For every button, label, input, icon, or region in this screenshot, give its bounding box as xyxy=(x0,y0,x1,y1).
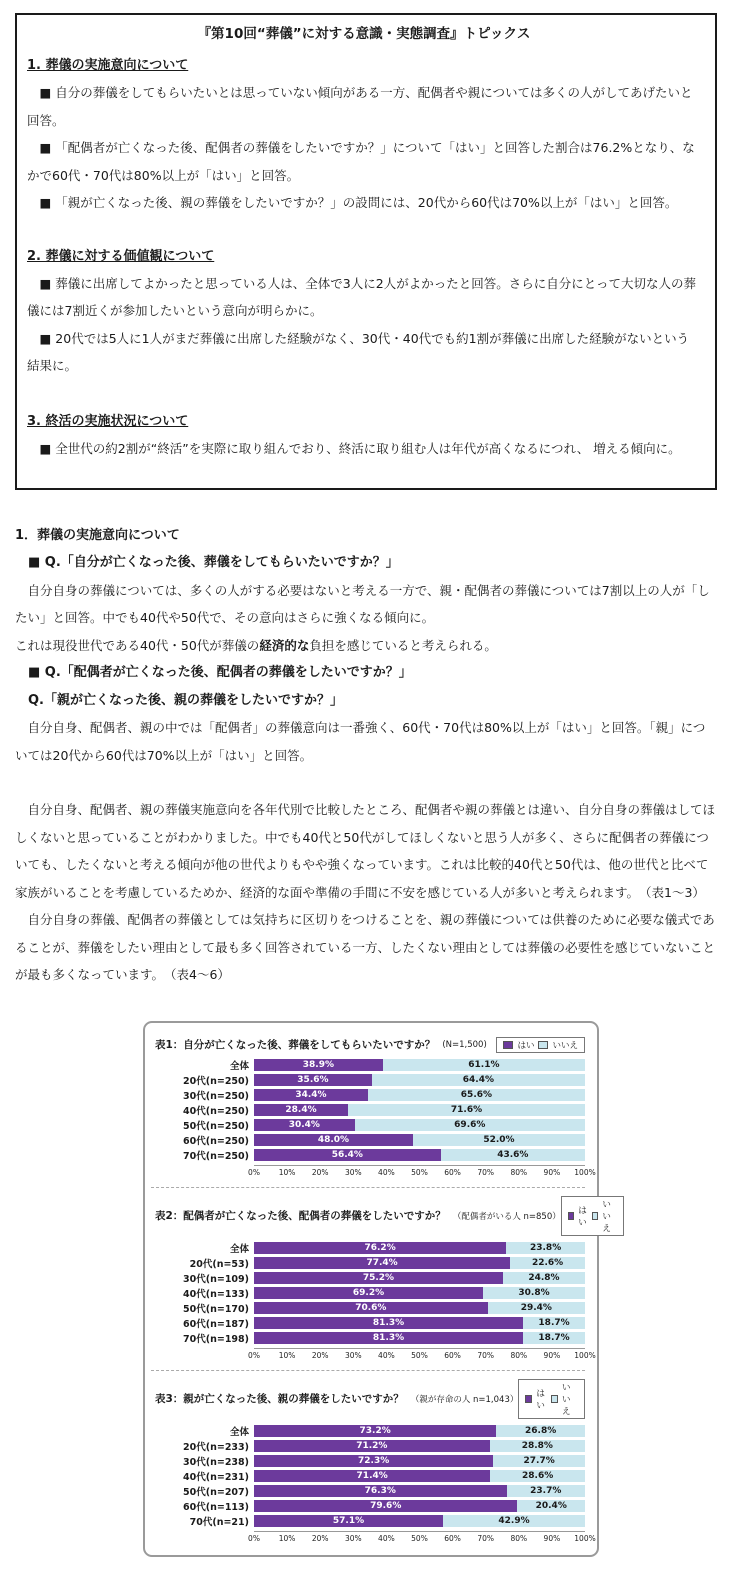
bar-segment-yes xyxy=(254,1302,488,1314)
legend-label: いいえ xyxy=(602,1199,611,1234)
bar-row xyxy=(151,1133,585,1148)
bar-track xyxy=(254,1104,585,1116)
value-label: 70.6% xyxy=(355,1303,387,1313)
bar-segment-no xyxy=(355,1119,585,1131)
chart-header xyxy=(155,1379,585,1419)
axis-tick-label: 30% xyxy=(344,1533,362,1543)
legend-swatch-no xyxy=(551,1395,558,1403)
value-label: 29.4% xyxy=(520,1303,552,1313)
category-label: 50代(n=207) xyxy=(183,1487,249,1498)
legend-label: いいえ xyxy=(562,1382,571,1417)
bar-segment-yes xyxy=(254,1470,490,1482)
chart-header xyxy=(155,1037,585,1053)
bar-segment-yes xyxy=(254,1332,523,1344)
category-label: 全体 xyxy=(229,1244,249,1255)
bar-track xyxy=(254,1149,585,1161)
bar-segment-no xyxy=(368,1089,585,1101)
legend-label: いいえ xyxy=(552,1040,578,1051)
bar-segment-yes xyxy=(254,1287,483,1299)
bar-track xyxy=(254,1242,585,1254)
value-label: 79.6% xyxy=(370,1501,402,1511)
bar-row xyxy=(151,1148,585,1163)
value-label: 56.4% xyxy=(331,1150,363,1160)
axis-tick-label: 90% xyxy=(543,1167,561,1177)
category-label: 50代(n=250) xyxy=(183,1121,249,1132)
bar-segment-yes xyxy=(254,1119,355,1131)
chart-sample-note: (N=1,500) xyxy=(442,1039,487,1050)
value-label: 69.2% xyxy=(352,1288,385,1298)
bar-row xyxy=(151,1514,585,1529)
bar-track xyxy=(254,1317,585,1329)
bar-track xyxy=(254,1257,585,1269)
bar-row xyxy=(151,1499,585,1514)
axis-spacer xyxy=(151,1165,254,1179)
legend-swatch-yes xyxy=(503,1041,513,1049)
category-label: 40代(n=250) xyxy=(183,1106,249,1117)
axis-tick-label: 0% xyxy=(248,1350,260,1360)
bar-segment-no xyxy=(348,1104,585,1116)
bar-segment-no xyxy=(506,1242,585,1254)
axis-tick-label: 60% xyxy=(444,1533,461,1543)
bar-segment-yes xyxy=(254,1272,503,1284)
bar-segment-yes xyxy=(254,1455,493,1467)
axis-tick-label: 10% xyxy=(278,1533,296,1543)
bar-segment-yes xyxy=(254,1104,348,1116)
legend-swatch-no xyxy=(592,1212,599,1220)
bar-track xyxy=(254,1455,585,1467)
paragraph-1b-bold: 経済的な xyxy=(259,637,310,653)
value-label: 52.0% xyxy=(483,1135,515,1145)
topics-box xyxy=(15,13,717,490)
value-label: 28.4% xyxy=(285,1105,317,1115)
category-label: 70代(n=21) xyxy=(189,1517,249,1528)
chart-legend xyxy=(518,1379,585,1419)
bar-segment-yes xyxy=(254,1440,490,1452)
axis-tick-label: 0% xyxy=(248,1533,260,1543)
axis-tick-label: 30% xyxy=(344,1350,362,1360)
chart-legend xyxy=(561,1196,624,1236)
topics-bullet: ■ 「配偶者が亡くなった後、配偶者の葬儀をしたいですか？」について「はい」と回答した割合は76.2%となり、なかで60代・70代は80%以上が「はい」と回答。 xyxy=(27,140,695,183)
value-label: 71.6% xyxy=(450,1105,483,1115)
value-label: 75.2% xyxy=(362,1273,395,1283)
bar-row xyxy=(151,1469,585,1484)
body-section xyxy=(15,522,717,989)
bar-segment-yes xyxy=(254,1242,506,1254)
value-label: 57.1% xyxy=(332,1516,365,1526)
category-label: 60代(n=187) xyxy=(183,1319,249,1330)
bar-row xyxy=(151,1058,585,1073)
axis-tick-label: 40% xyxy=(378,1167,395,1177)
topics-bullet: ■ 「親が亡くなった後、親の葬儀をしたいですか？」の設問には、20代から60代は70%以上が「はい」と回答。 xyxy=(27,195,678,210)
axis-tick-label: 80% xyxy=(510,1167,528,1177)
bar-segment-no xyxy=(490,1470,585,1482)
question-line-3: Q.「親が亡くなった後、親の葬儀をしたいですか？」 xyxy=(15,692,343,708)
axis-tick-label: 80% xyxy=(510,1533,528,1543)
topics-bullet: ■ 葬儀に出席してよかったと思っている人は、全体で3人に2人がよかったと回答。さらに自分にとって大切な人の葬儀には7割近くが参加したいという意向が明らかに。 xyxy=(27,275,696,318)
value-label: 30.8% xyxy=(518,1288,550,1298)
bar-segment-yes xyxy=(254,1059,383,1071)
axis-tick-label: 50% xyxy=(411,1350,428,1360)
paragraph-4: 自分自身の葬儀、配偶者の葬儀としては気持ちに区切りをつけることを、親の葬儀については供養のために必要な儀式であることが、葬儀をしたい理由として最も多く回答されている一方、したくない理由としては葬儀の必要性を感じていないことが最も多くなっています。 （表4～6） xyxy=(15,912,716,982)
paragraph-1b-post: 負担を感じていると考えられる。 xyxy=(309,637,497,653)
value-label: 30.4% xyxy=(288,1120,320,1130)
bar-row xyxy=(151,1256,585,1271)
category-label: 20代(n=233) xyxy=(183,1442,249,1453)
topics-section-3-heading: 3. 終活の実施状況について xyxy=(27,413,189,429)
axis-tick-label: 90% xyxy=(543,1350,561,1360)
x-axis xyxy=(248,1531,596,1545)
bar-segment-no xyxy=(413,1134,585,1146)
value-label: 28.8% xyxy=(521,1441,553,1451)
value-label: 34.4% xyxy=(295,1090,327,1100)
bar-track xyxy=(254,1485,585,1497)
chart-title: 表1：自分が亡くなった後、葬儀をしてもらいたいですか？ xyxy=(155,1039,436,1051)
bar-segment-yes xyxy=(254,1500,517,1512)
legend-label: はい xyxy=(517,1040,535,1051)
bar-segment-yes xyxy=(254,1485,507,1497)
charts-box xyxy=(143,1021,611,1557)
paragraph-1: 自分自身の葬儀については、多くの人がする必要はないと考える一方で、親・配偶者の葬儀については7割以上の人が「したい」と回答。中でも40代や50代で、その意向はさらに強くなる傾向に。 xyxy=(15,582,710,625)
bar-segment-no xyxy=(441,1149,585,1161)
bar-row xyxy=(151,1454,585,1469)
topics-title: 『第10回“葬儀”に対する意識・実態調査』トピックス xyxy=(197,26,531,42)
axis-tick-label: 10% xyxy=(278,1350,296,1360)
bar-row xyxy=(151,1439,585,1454)
topics-bullet: ■ 自分の葬儀をしてもらいたいとは思っていない傾向がある一方、配偶者や親については多くの人がしてあげたいと回答。 xyxy=(27,85,693,128)
value-label: 61.1% xyxy=(468,1060,500,1070)
value-label: 26.8% xyxy=(525,1426,557,1436)
chart-legend xyxy=(496,1037,585,1053)
x-axis xyxy=(248,1165,596,1179)
axis-tick-label: 30% xyxy=(344,1167,362,1177)
bar-track xyxy=(254,1119,585,1131)
bar-track xyxy=(254,1089,585,1101)
chart-table-3 xyxy=(151,1370,596,1545)
x-axis xyxy=(248,1348,596,1362)
question-line-2: ■ Q.「配偶者が亡くなった後、配偶者の葬儀をしたいですか？」 xyxy=(15,665,412,680)
axis-tick-label: 100% xyxy=(574,1350,596,1360)
chart-title: 表2：配偶者が亡くなった後、配偶者の葬儀をしたいですか？ xyxy=(155,1210,446,1222)
value-label: 18.7% xyxy=(538,1318,570,1328)
bar-segment-yes xyxy=(254,1317,523,1329)
bar-segment-yes xyxy=(254,1257,510,1269)
value-label: 28.6% xyxy=(522,1471,554,1481)
axis-row xyxy=(151,1348,596,1362)
value-label: 23.8% xyxy=(529,1243,562,1253)
legend-swatch-yes xyxy=(525,1395,532,1403)
bar-segment-yes xyxy=(254,1425,496,1437)
bar-segment-no xyxy=(490,1440,585,1452)
axis-tick-label: 70% xyxy=(477,1533,495,1543)
axis-tick-label: 50% xyxy=(411,1167,428,1177)
bar-row xyxy=(151,1331,585,1346)
bar-row xyxy=(151,1103,585,1118)
category-label: 50代(n=170) xyxy=(183,1304,249,1315)
bar-track xyxy=(254,1287,585,1299)
bar-segment-yes xyxy=(254,1134,413,1146)
value-label: 76.3% xyxy=(364,1486,396,1496)
topics-bullet: ■ 20代では5人に1人がまだ葬儀に出席した経験がなく、30代・40代でも約1割が葬儀に出席した経験がないという結果に。 xyxy=(27,330,690,373)
category-label: 20代(n=250) xyxy=(183,1076,249,1087)
axis-row xyxy=(151,1165,596,1179)
bar-segment-yes xyxy=(254,1089,368,1101)
category-label: 全体 xyxy=(229,1427,249,1438)
bar-row xyxy=(151,1286,585,1301)
axis-tick-label: 50% xyxy=(411,1533,428,1543)
axis-tick-label: 40% xyxy=(378,1533,395,1543)
value-label: 22.6% xyxy=(531,1258,564,1268)
axis-tick-label: 70% xyxy=(477,1167,495,1177)
category-label: 40代(n=133) xyxy=(183,1289,249,1300)
chart-table-2 xyxy=(151,1187,611,1362)
bar-segment-no xyxy=(510,1257,585,1269)
value-label: 71.4% xyxy=(356,1471,388,1481)
value-label: 38.9% xyxy=(302,1060,334,1070)
bar-track xyxy=(254,1074,585,1086)
bar-track xyxy=(254,1134,585,1146)
axis-spacer xyxy=(151,1531,254,1545)
bar-segment-no xyxy=(483,1287,585,1299)
category-label: 30代(n=109) xyxy=(183,1274,249,1285)
value-label: 48.0% xyxy=(317,1135,350,1145)
value-label: 43.6% xyxy=(497,1150,529,1160)
bar-track xyxy=(254,1059,585,1071)
value-label: 73.2% xyxy=(359,1426,391,1436)
bar-segment-no xyxy=(493,1455,585,1467)
axis-tick-label: 80% xyxy=(510,1350,528,1360)
bar-track xyxy=(254,1302,585,1314)
axis-tick-label: 70% xyxy=(477,1350,495,1360)
axis-tick-label: 20% xyxy=(311,1167,329,1177)
axis-tick-label: 100% xyxy=(574,1167,596,1177)
legend-swatch-yes xyxy=(568,1212,575,1220)
value-label: 18.7% xyxy=(538,1333,570,1343)
paragraph-1b xyxy=(15,632,717,660)
axis-tick-label: 90% xyxy=(543,1533,561,1543)
body-heading: 1．葬儀の実施意向について xyxy=(15,528,180,543)
category-label: 70代(n=198) xyxy=(183,1334,249,1345)
axis-tick-label: 60% xyxy=(444,1350,461,1360)
paragraph-3: 自分自身、配偶者、親の葬儀実施意向を各年代別で比較したところ、配偶者や親の葬儀とは違い、自分自身の葬儀はしてほしくないと思っていることがわかりました。中でも40代と50代がしてほしくないと思う人が多く、さらに配偶者の葬儀についても、したくないと考える傾向が他の世代よりもやや強くなっています。これは比較的40代と50代は、他の世代と比べて家族がいることを考慮しているためか、経済的な面や準備の手間に不安を感じている人が多いと考えられます。 （表1～3） xyxy=(15,802,716,900)
bar-segment-yes xyxy=(254,1515,443,1527)
bar-segment-no xyxy=(496,1425,585,1437)
value-label: 42.9% xyxy=(498,1516,530,1526)
paragraph-2: 自分自身、配偶者、親の中では「配偶者」の葬儀意向は一番強く、60代・70代は80%以上が「はい」と回答。「親」については20代から60代は70%以上が「はい」と回答。 xyxy=(15,720,706,763)
bar-segment-no xyxy=(372,1074,585,1086)
bar-segment-no xyxy=(507,1485,585,1497)
bar-segment-no xyxy=(523,1332,585,1344)
bar-segment-no xyxy=(503,1272,585,1284)
bar-row xyxy=(151,1424,585,1439)
axis-row xyxy=(151,1531,596,1545)
bar-segment-no xyxy=(488,1302,585,1314)
axis-spacer xyxy=(151,1348,254,1362)
category-label: 全体 xyxy=(229,1061,249,1072)
axis-tick-label: 20% xyxy=(311,1350,329,1360)
bar-row xyxy=(151,1271,585,1286)
bar-segment-yes xyxy=(254,1149,441,1161)
value-label: 69.6% xyxy=(454,1120,486,1130)
value-label: 27.7% xyxy=(523,1456,555,1466)
category-label: 20代(n=53) xyxy=(189,1259,249,1270)
value-label: 24.8% xyxy=(528,1273,560,1283)
axis-tick-label: 10% xyxy=(278,1167,296,1177)
axis-tick-label: 20% xyxy=(311,1533,329,1543)
bar-segment-no xyxy=(517,1500,585,1512)
value-label: 65.6% xyxy=(460,1090,493,1100)
bar-track xyxy=(254,1332,585,1344)
category-label: 30代(n=250) xyxy=(183,1091,249,1102)
value-label: 23.7% xyxy=(530,1486,562,1496)
value-label: 81.3% xyxy=(372,1318,405,1328)
value-label: 76.2% xyxy=(364,1243,396,1253)
category-label: 40代(n=231) xyxy=(183,1472,249,1483)
bar-segment-no xyxy=(383,1059,585,1071)
value-label: 72.3% xyxy=(358,1456,390,1466)
chart-sample-note: （親が存命の人 n=1,043） xyxy=(410,1394,519,1405)
value-label: 20.4% xyxy=(535,1501,567,1511)
legend-label: はい xyxy=(578,1205,587,1228)
bar-row xyxy=(151,1316,585,1331)
bar-row xyxy=(151,1118,585,1133)
bar-segment-no xyxy=(523,1317,585,1329)
category-label: 30代(n=238) xyxy=(183,1457,249,1468)
bar-track xyxy=(254,1440,585,1452)
topics-section-1-heading: 1. 葬儀の実施意向について xyxy=(27,58,189,73)
value-label: 77.4% xyxy=(366,1258,398,1268)
topics-bullet: ■ 全世代の約2割が“終活”を実際に取り組んでおり、終活に取り組む人は年代が高くなるにつれ、 増える傾向に。 xyxy=(27,440,681,456)
bar-row xyxy=(151,1241,585,1256)
paragraph-1b-pre: これは現役世代である40代・50代が葬儀の xyxy=(15,637,260,653)
category-label: 60代(n=250) xyxy=(183,1136,249,1147)
value-label: 81.3% xyxy=(372,1333,405,1343)
category-label: 60代(n=113) xyxy=(183,1502,249,1513)
bar-segment-no xyxy=(443,1515,585,1527)
bar-track xyxy=(254,1515,585,1527)
legend-swatch-no xyxy=(538,1041,548,1049)
value-label: 64.4% xyxy=(462,1075,495,1085)
bar-track xyxy=(254,1500,585,1512)
category-label: 70代(n=250) xyxy=(183,1151,249,1162)
bar-segment-yes xyxy=(254,1074,372,1086)
bar-track xyxy=(254,1470,585,1482)
bar-track xyxy=(254,1272,585,1284)
bar-row xyxy=(151,1088,585,1103)
axis-tick-label: 0% xyxy=(248,1167,260,1177)
legend-label: はい xyxy=(536,1388,545,1411)
bar-track xyxy=(254,1425,585,1437)
topics-section-2-heading: 2. 葬儀に対する価値観について xyxy=(27,248,215,264)
chart-header xyxy=(155,1196,611,1236)
axis-tick-label: 40% xyxy=(378,1350,395,1360)
chart-table-1 xyxy=(151,1031,596,1179)
bar-row xyxy=(151,1301,585,1316)
axis-tick-label: 60% xyxy=(444,1167,461,1177)
value-label: 71.2% xyxy=(356,1441,388,1451)
chart-title: 表3：親が亡くなった後、親の葬儀をしたいですか？ xyxy=(155,1393,404,1405)
bar-row xyxy=(151,1073,585,1088)
axis-tick-label: 100% xyxy=(574,1533,596,1543)
question-line-1: ■ Q.「自分が亡くなった後、葬儀をしてもらいたいですか？」 xyxy=(15,555,399,570)
chart-sample-note: （配偶者がいる人 n=850） xyxy=(452,1211,561,1222)
value-label: 35.6% xyxy=(297,1075,329,1085)
